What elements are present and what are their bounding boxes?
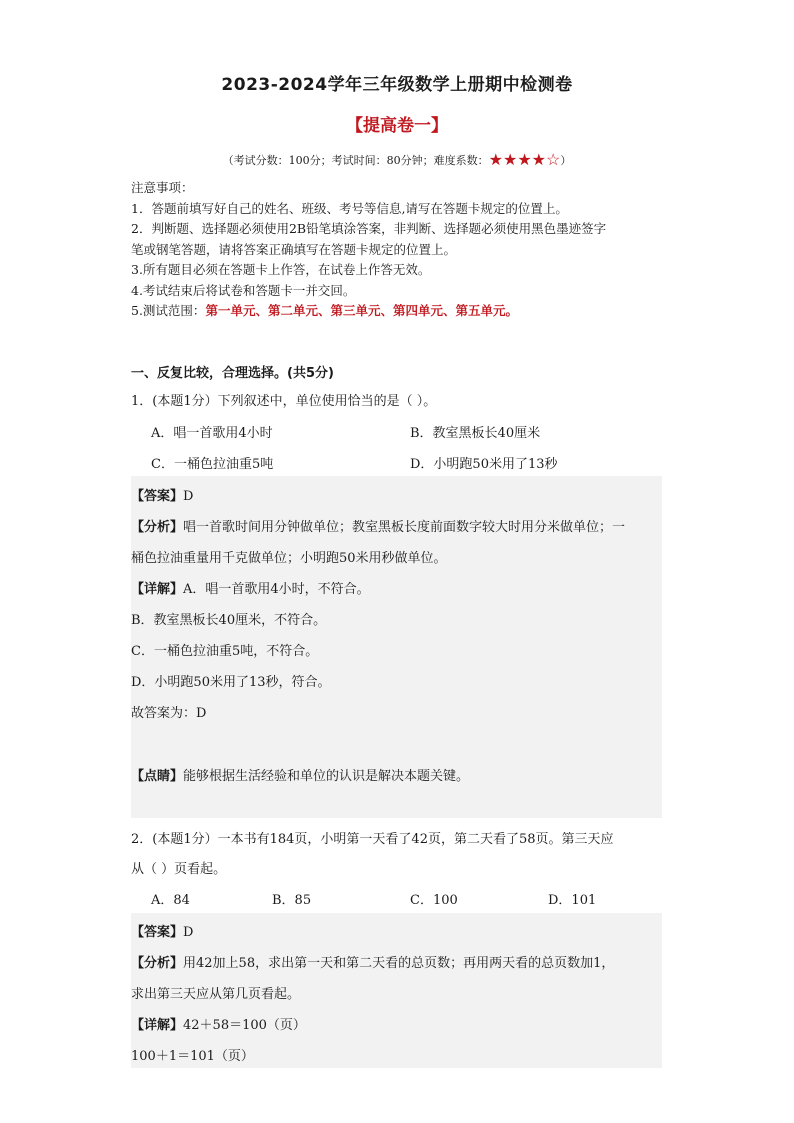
analysis-text: 唱一首歌时间用分钟做单位；教室黑板长度前面数字较大时用分米做单位；一 [183,520,626,535]
answer-value: D [183,925,194,940]
question-1-stem: 1．(本题1分）下列叙述中，单位使用恰当的是（ ）。 [131,394,437,409]
notes-item: 2．判断题、选择题必须使用2B铅笔填涂答案，非判断、选择题必须使用黑色墨迹签字 [131,221,607,236]
q1-detail-line-2: B．教室黑板长40厘米，不符合。 [131,613,327,628]
analysis-label: 【分析】 [131,956,184,971]
q1-tip [131,765,469,784]
q1-detail-line-3: C．一桶色拉油重5吨，不符合。 [131,644,319,659]
q1-option-b: B．教室黑板长40厘米 [410,426,541,441]
notes-item: 4.考试结束后将试卷和答题卡一并交回。 [131,282,356,298]
exam-info-prefix: （考试分数：100分；考试时间：80分钟；难度系数： [222,154,489,167]
page-subtitle: 【提高卷一】 [346,116,448,136]
notes-scope-value: 第一单元、第二单元、第三单元、第四单元、第五单元。 [205,303,518,318]
answer-label: 【答案】 [131,489,184,504]
answer-value: D [183,489,194,504]
tip-label: 【点睛】 [131,769,184,784]
q1-answer [131,485,193,504]
q1-option-d: D．小明跑50米用了13秒 [410,457,558,472]
detail-label: 【详解】 [131,582,184,597]
q1-conclusion: 故答案为：D [131,706,207,721]
notes-scope [131,301,671,322]
section-heading: 一、反复比较，合理选择。(共5分) [131,366,334,381]
q1-detail-line-1 [131,578,370,597]
difficulty-stars-filled: ★★★★ [488,150,547,169]
notes-item: 笔或钢笔答题，请将答案正确填写在答题卡规定的位置上。 [131,241,457,257]
question-2-stem-line-2: 从（ ）页看起。 [131,862,227,877]
q2-detail-line-1 [131,1014,306,1033]
analysis-label: 【分析】 [131,520,184,535]
q2-option-a: A．84 [151,893,190,908]
notes-heading: 注意事项： [131,180,194,195]
q2-option-c: C．100 [410,893,458,908]
notes-scope-label: 5.测试范围： [131,303,206,318]
tip-text: 能够根据生活经验和单位的认识是解决本题关键。 [183,769,470,784]
q1-analysis-line-1 [131,516,625,535]
detail-text: 42＋58＝100（页） [183,1018,306,1033]
q1-analysis-line-2: 桶色拉油重量用千克做单位；小明跑50米用秒做单位。 [131,551,447,566]
page-title: 2023-2024学年三年级数学上册期中检测卷 [221,75,573,95]
q2-analysis-line-1 [131,952,614,971]
analysis-text: 用42加上58，求出第一天和第二天看的总页数；再用两天看的总页数加1， [183,956,615,971]
notes-item: 1．答题前填写好自己的姓名、班级、考号等信息,请写在答题卡规定的位置上。 [131,200,568,216]
q2-detail-line-2: 100＋1＝101（页） [131,1049,254,1064]
notes-item: 3.所有题目必须在答题卡上作答，在试卷上作答无效。 [131,262,431,277]
exam-notes [131,178,671,322]
q2-option-b: B．85 [272,893,312,908]
q2-answer [131,921,193,940]
answer-label: 【答案】 [131,925,184,940]
q1-detail-line-4: D．小明跑50米用了13秒，符合。 [131,675,331,690]
difficulty-star-empty: ☆ [546,150,561,169]
detail-label: 【详解】 [131,1018,184,1033]
exam-info [0,150,794,169]
q1-option-c: C．一桶色拉油重5吨 [151,457,274,472]
q2-option-d: D．101 [548,893,597,908]
q1-option-a: A．唱一首歌用4小时 [151,426,273,441]
detail-text: A．唱一首歌用4小时，不符合。 [183,582,370,597]
question-2-stem-line-1: 2．(本题1分）一本书有184页，小明第一天看了42页，第二天看了58页。第三天应 [131,832,614,847]
q2-analysis-line-2: 求出第三天应从第几页看起。 [131,987,301,1002]
exam-info-suffix: ） [560,154,572,167]
